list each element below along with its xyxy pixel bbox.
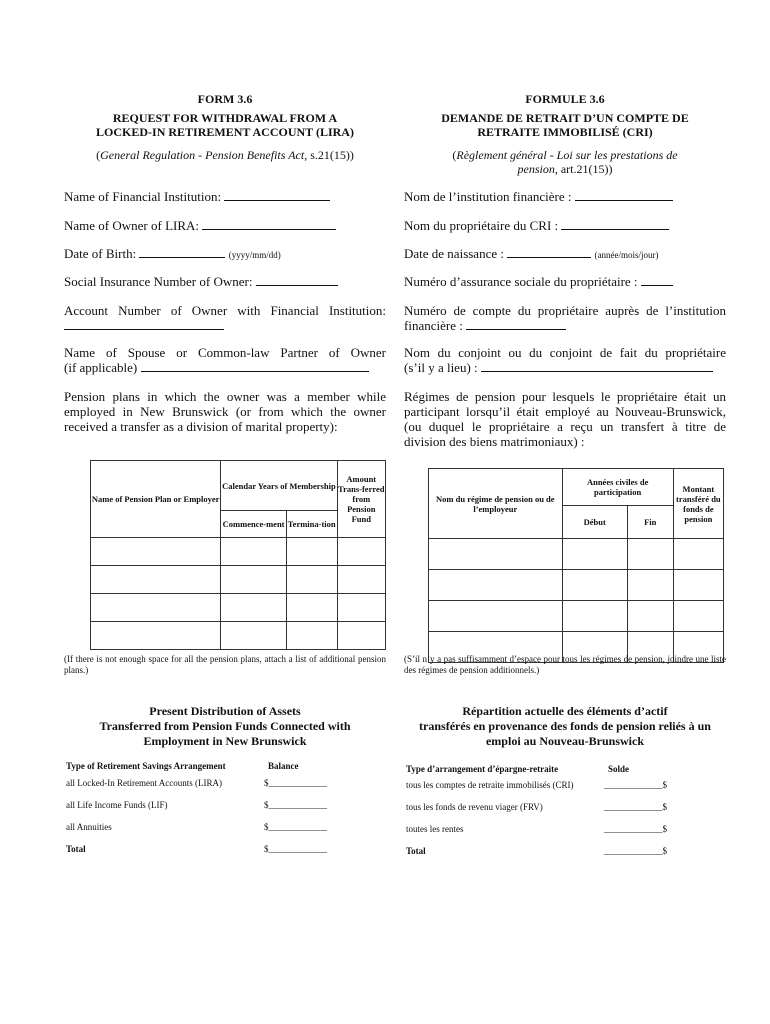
dob-field-fr: Date de naissance : (année/mois/jour)	[404, 246, 659, 261]
additional-plans-note-fr: (S’il n’y a pas suffisamment d’espace pour tous les régimes de pension, joindre une liste des régimes de pension additionnels.)	[404, 654, 726, 675]
table-row	[429, 570, 724, 601]
lira-row-fr: tous les comptes de retraite immobilisés (CRI) _____________$	[406, 780, 667, 790]
col-commence-header-fr: Début	[562, 506, 627, 539]
distribution-title-fr-1: Répartition actuelle des éléments d’actif	[462, 704, 668, 718]
annuities-balance-input[interactable]: $_____________	[264, 822, 327, 832]
lif-balance-input[interactable]: $_____________	[264, 800, 327, 810]
spouse-input[interactable]	[141, 361, 369, 372]
distribution-header-fr: Type d’arrangement d’épargne-retraite Solde	[406, 764, 630, 774]
account-label: Account Number of Owner with Financial Institution:	[64, 303, 386, 318]
spouse-field-fr: (s’il y a lieu) :	[404, 360, 726, 375]
lira-row: all Locked-In Retirement Accounts (LIRA) $_____________	[66, 778, 327, 788]
dob-input-fr[interactable]	[507, 247, 591, 258]
total-balance-input-fr[interactable]: _____________$	[604, 846, 667, 856]
owner-field-fr: Nom du propriétaire du CRI :	[404, 218, 669, 233]
distribution-title-2: Transferred from Pension Funds Connected with	[99, 719, 351, 733]
table-row	[429, 601, 724, 632]
dob-field: Date of Birth: (yyyy/mm/dd)	[64, 246, 281, 261]
owner-field: Name of Owner of LIRA:	[64, 218, 336, 233]
account-label-fr: Numéro de compte du propriétaire auprès de l’institution	[404, 303, 726, 318]
owner-input[interactable]	[202, 219, 336, 230]
dob-input[interactable]	[139, 247, 225, 258]
institution-field-fr: Nom de l’institution financière :	[404, 189, 673, 204]
sin-input[interactable]	[256, 275, 338, 286]
table-row	[91, 594, 386, 622]
spouse-input-fr[interactable]	[481, 361, 713, 372]
account-input[interactable]	[64, 317, 224, 330]
annuities-row-fr: toutes les rentes _____________$	[406, 824, 667, 834]
spouse-field: (if applicable)	[64, 360, 386, 375]
distribution-title-1: Present Distribution of Assets	[149, 704, 301, 718]
table-row	[91, 566, 386, 594]
distribution-title-fr-3: emploi au Nouveau-Brunswick	[485, 734, 645, 748]
regulation-reference-fr: (Règlement général - Loi sur les prestations de pension, art.21(15))	[452, 148, 678, 176]
distribution-header: Type of Retirement Savings Arrangement Balance	[66, 761, 299, 771]
lif-balance-input-fr[interactable]: _____________$	[604, 802, 667, 812]
institution-field: Name of Financial Institution:	[64, 189, 330, 204]
annuities-balance-input-fr[interactable]: _____________$	[604, 824, 667, 834]
lif-row-fr: tous les fonds de revenu viager (FRV) _____________$	[406, 802, 667, 812]
institution-input-fr[interactable]	[575, 190, 673, 201]
col-termination-header: Termina-tion	[286, 511, 337, 538]
form-title-line2: LOCKED-IN RETIREMENT ACCOUNT (LIRA)	[96, 125, 354, 139]
distribution-title-3: Employment in New Brunswick	[143, 734, 307, 748]
regulation-reference: (General Regulation - Pension Benefits Act, s.21(15))	[96, 148, 354, 162]
lira-balance-input[interactable]: $_____________	[264, 778, 327, 788]
account-input-fr[interactable]	[466, 319, 566, 330]
table-row	[91, 622, 386, 650]
total-balance-input[interactable]: $_____________	[264, 844, 327, 854]
form-title-fr-line2: RETRAITE IMMOBILISÉ (CRI)	[477, 125, 653, 139]
col-commence-header: Commence-ment	[221, 511, 287, 538]
form-title-fr-line1: DEMANDE DE RETRAIT D’UN COMPTE DE	[441, 111, 689, 125]
institution-input[interactable]	[224, 190, 330, 201]
col-years-header-fr: Années civiles de participation	[562, 469, 673, 506]
col-amount-header: Amount Trans-ferred from Pension Fund	[337, 461, 385, 538]
col-years-header: Calendar Years of Membership	[221, 461, 337, 511]
table-row	[91, 538, 386, 566]
form-title-line1: REQUEST FOR WITHDRAWAL FROM A	[112, 111, 338, 125]
pension-plans-table-fr	[428, 468, 724, 663]
distribution-title-fr-2: transférés en provenance des fonds de pension reliés à un	[419, 719, 711, 733]
table-row	[429, 539, 724, 570]
annuities-row: all Annuities $_____________	[66, 822, 327, 832]
form-number-fr: FORMULE 3.6	[525, 92, 605, 106]
col-amount-header-fr: Montant transféré du fonds de pension	[673, 469, 723, 539]
total-row-fr: Total _____________$	[406, 846, 667, 856]
sin-field-fr: Numéro d’assurance sociale du propriétaire :	[404, 274, 673, 289]
additional-plans-note: (If there is not enough space for all the pension plans, attach a list of additional pension plans.)	[64, 654, 386, 675]
sin-input-fr[interactable]	[641, 275, 673, 286]
col-name-header-fr: Nom du régime de pension ou de l’employeur	[429, 469, 563, 539]
pension-plans-table	[90, 460, 386, 650]
spouse-label-fr: Nom du conjoint ou du conjoint de fait du propriétaire	[404, 345, 726, 360]
pension-plans-paragraph: Pension plans in which the owner was a member while employed in New Brunswick (or from which the owner received a transfer as a division of marital property):	[64, 389, 386, 434]
account-field-fr: financière :	[404, 318, 566, 333]
col-termination-header-fr: Fin	[627, 506, 673, 539]
total-row: Total $_____________	[66, 844, 327, 854]
pension-plans-paragraph-fr: Régimes de pension pour lesquels le propriétaire était un participant lorsqu’il était employé au Nouveau-Brunswick, (ou duquel le propriétaire a reçu un transfert à titre de division des biens matrimoniaux) :	[404, 389, 726, 449]
spouse-label: Name of Spouse or Common-law Partner of Owner	[64, 345, 386, 360]
lira-balance-input-fr[interactable]: _____________$	[604, 780, 667, 790]
form-number: FORM 3.6	[197, 92, 253, 106]
owner-input-fr[interactable]	[561, 219, 669, 230]
sin-field: Social Insurance Number of Owner:	[64, 274, 338, 289]
lif-row: all Life Income Funds (LIF) $_____________	[66, 800, 327, 810]
col-name-header: Name of Pension Plan or Employer	[91, 461, 221, 538]
